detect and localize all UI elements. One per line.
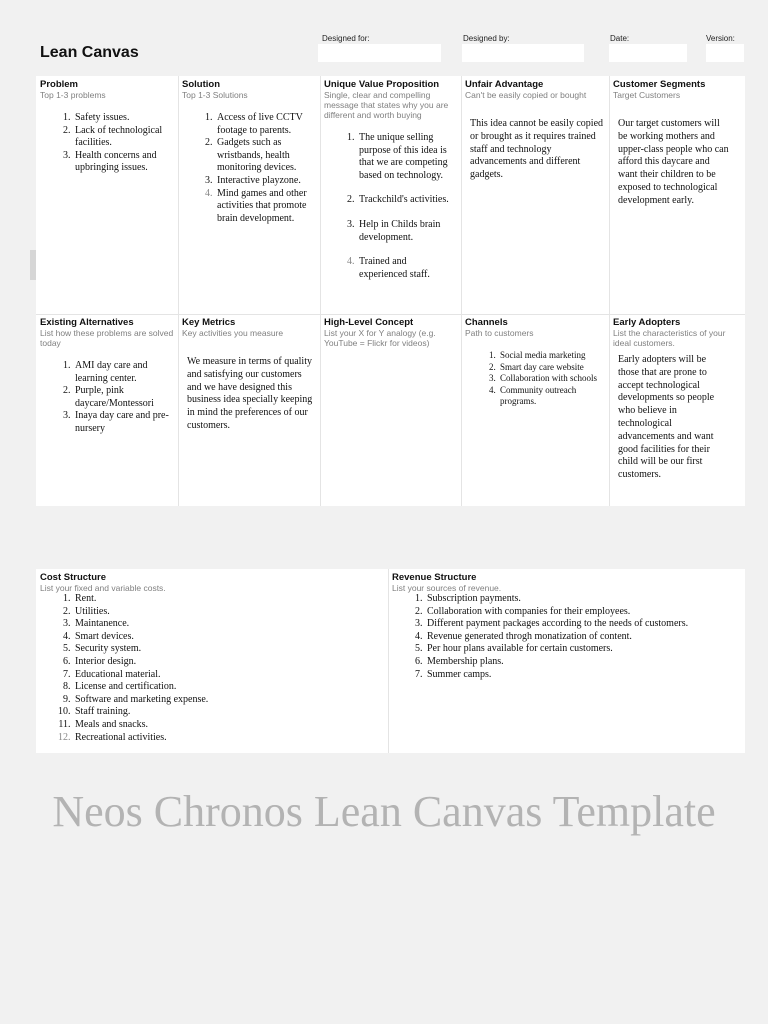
list-item: 9. Software and marketing expense.	[73, 694, 384, 707]
channels-subtitle: Path to customers	[465, 328, 534, 338]
unfair-advantage-subtitle: Can't be easily copied or bought	[465, 90, 587, 100]
channels-title: Channels	[465, 317, 508, 328]
list-item: 4. Revenue generated throgh monatization of content.	[425, 631, 741, 644]
high-level-concept-title: High-Level Concept	[324, 317, 414, 328]
solution-list	[182, 112, 316, 225]
list-item: 3. Inaya day care and pre-nursery	[73, 410, 174, 435]
list-item: 3. Maintanence.	[73, 618, 384, 631]
list-item: 7. Educational material.	[73, 669, 384, 682]
list-item: 2. Lack of technological facilities.	[73, 125, 174, 150]
version-field[interactable]	[706, 44, 744, 62]
unfair-advantage-text: This idea cannot be easily copied or brought as it requires trained staff and technology advancements and different gadgets.	[470, 118, 604, 181]
canvas-header	[36, 30, 746, 76]
revenue-structure-subtitle: List your sources of revenue.	[392, 583, 502, 593]
list-item: 2. Purple, pink daycare/Montessori	[73, 385, 174, 410]
key-metrics-block	[178, 314, 320, 506]
list-item: 5. Security system.	[73, 643, 384, 656]
list-item: 6. Membership plans.	[425, 656, 741, 669]
revenue-structure-list	[392, 593, 741, 681]
solution-subtitle: Top 1-3 Solutions	[182, 90, 248, 100]
uvp-subtitle: Single, clear and compelling message that states why you are different and worth buying	[324, 90, 449, 120]
list-item: 8. License and certification.	[73, 681, 384, 694]
existing-alternatives-title: Existing Alternatives	[40, 317, 134, 328]
list-item: 2. Gadgets such as wristbands, health monitoring devices.	[215, 137, 316, 175]
uvp-title: Unique Value Proposition	[324, 79, 440, 90]
list-item: 1. AMI day care and learning center.	[73, 360, 174, 385]
high-level-concept-block	[320, 314, 461, 506]
list-item: 2. Trackchild's activities.	[357, 194, 457, 207]
key-metrics-title: Key Metrics	[182, 317, 236, 328]
list-item: 1. Safety issues.	[73, 112, 174, 125]
existing-alternatives-block	[36, 314, 178, 506]
customer-segments-title: Customer Segments	[613, 79, 706, 90]
high-level-concept-subtitle: List your X for Y analogy (e.g. YouTube = Flickr for videos)	[324, 328, 436, 348]
version-label: Version:	[706, 34, 735, 43]
date-field[interactable]	[609, 44, 687, 62]
list-item: 3. Health concerns and upbringing issues.	[73, 150, 174, 175]
designed-for-field[interactable]	[318, 44, 441, 62]
list-item: 3. Interactive playzone.	[215, 175, 316, 188]
list-item: 6. Interior design.	[73, 656, 384, 669]
solution-block	[178, 76, 320, 314]
early-adopters-title: Early Adopters	[613, 317, 681, 328]
channels-block	[461, 314, 609, 506]
solution-title: Solution	[182, 79, 220, 90]
early-adopters-subtitle: List the characteristics of your ideal customers.	[613, 328, 726, 348]
list-item: 4. Smart devices.	[73, 631, 384, 644]
revenue-structure-block	[388, 569, 745, 753]
customer-segments-block	[609, 76, 745, 314]
revenue-structure-title: Revenue Structure	[392, 572, 477, 583]
template-watermark: Neos Chronos Lean Canvas Template	[52, 787, 716, 836]
customer-segments-subtitle: Target Customers	[613, 90, 681, 100]
designed-by-label: Designed by:	[463, 34, 510, 43]
early-adopters-text: Early adopters will be those that are prone to accept technological developments so people who believe in technological advancements and want good facilities for their child will be our first customers.	[618, 354, 715, 481]
list-item: 4. Trained and experienced staff.	[357, 256, 457, 281]
list-item: 3. Help in Childs brain development.	[357, 219, 457, 244]
list-item: 7. Summer camps.	[425, 669, 741, 682]
cost-structure-title: Cost Structure	[40, 572, 106, 583]
channels-list	[465, 350, 605, 408]
key-metrics-subtitle: Key activities you measure	[182, 328, 284, 338]
list-item: 1. Subscription payments.	[425, 593, 741, 606]
lean-canvas-grid	[36, 76, 745, 506]
existing-alternatives-subtitle: List how these problems are solved today	[40, 328, 174, 348]
cost-structure-list	[40, 593, 384, 744]
list-item: 1. Access of live CCTV footage to parents.	[215, 112, 316, 137]
cost-revenue-section	[36, 569, 745, 753]
list-item: 12. Recreational activities.	[73, 732, 384, 745]
list-item: 4. Mind games and other activities that promote brain development.	[215, 188, 316, 226]
problem-list	[40, 112, 174, 175]
list-item: 3. Collaboration with schools	[498, 373, 605, 385]
page-title: Lean Canvas	[40, 44, 139, 61]
uvp-list	[324, 132, 457, 281]
date-label: Date:	[610, 34, 630, 43]
unfair-advantage-title: Unfair Advantage	[465, 79, 544, 90]
designed-by-field[interactable]	[462, 44, 584, 62]
list-item: 10. Staff training.	[73, 706, 384, 719]
early-adopters-block	[609, 314, 745, 506]
cost-structure-subtitle: List your fixed and variable costs.	[40, 583, 166, 593]
list-item: 2. Collaboration with companies for their employees.	[425, 606, 741, 619]
uvp-block	[320, 76, 461, 314]
list-item: 1. Rent.	[73, 593, 384, 606]
problem-block	[36, 76, 178, 314]
list-item: 11. Meals and snacks.	[73, 719, 384, 732]
list-item: 5. Per hour plans available for certain customers.	[425, 643, 741, 656]
list-item: 3. Different payment packages according to the needs of customers.	[425, 618, 741, 631]
unfair-advantage-block	[461, 76, 609, 314]
list-item: 2. Smart day care website	[498, 362, 605, 374]
list-item: 4. Community outreach programs.	[498, 385, 605, 408]
existing-alternatives-list	[40, 360, 174, 436]
key-metrics-text: We measure in terms of quality and satisfying our customers and we have designed this business idea specially keeping in mind the preferences of our customers.	[187, 356, 313, 431]
designed-for-label: Designed for:	[322, 34, 370, 43]
problem-title: Problem	[40, 79, 79, 90]
list-item: 2. Utilities.	[73, 606, 384, 619]
cost-structure-block	[36, 569, 388, 753]
list-item: 1. Social media marketing	[498, 350, 605, 362]
customer-segments-text: Our target customers will be working mothers and upper-class people who can afford this daycare and want their children to be exposed to technological development early.	[618, 118, 729, 206]
list-item: 1. The unique selling purpose of this idea is that we are competing based on technology.	[357, 132, 457, 182]
problem-subtitle: Top 1-3 problems	[40, 90, 106, 100]
